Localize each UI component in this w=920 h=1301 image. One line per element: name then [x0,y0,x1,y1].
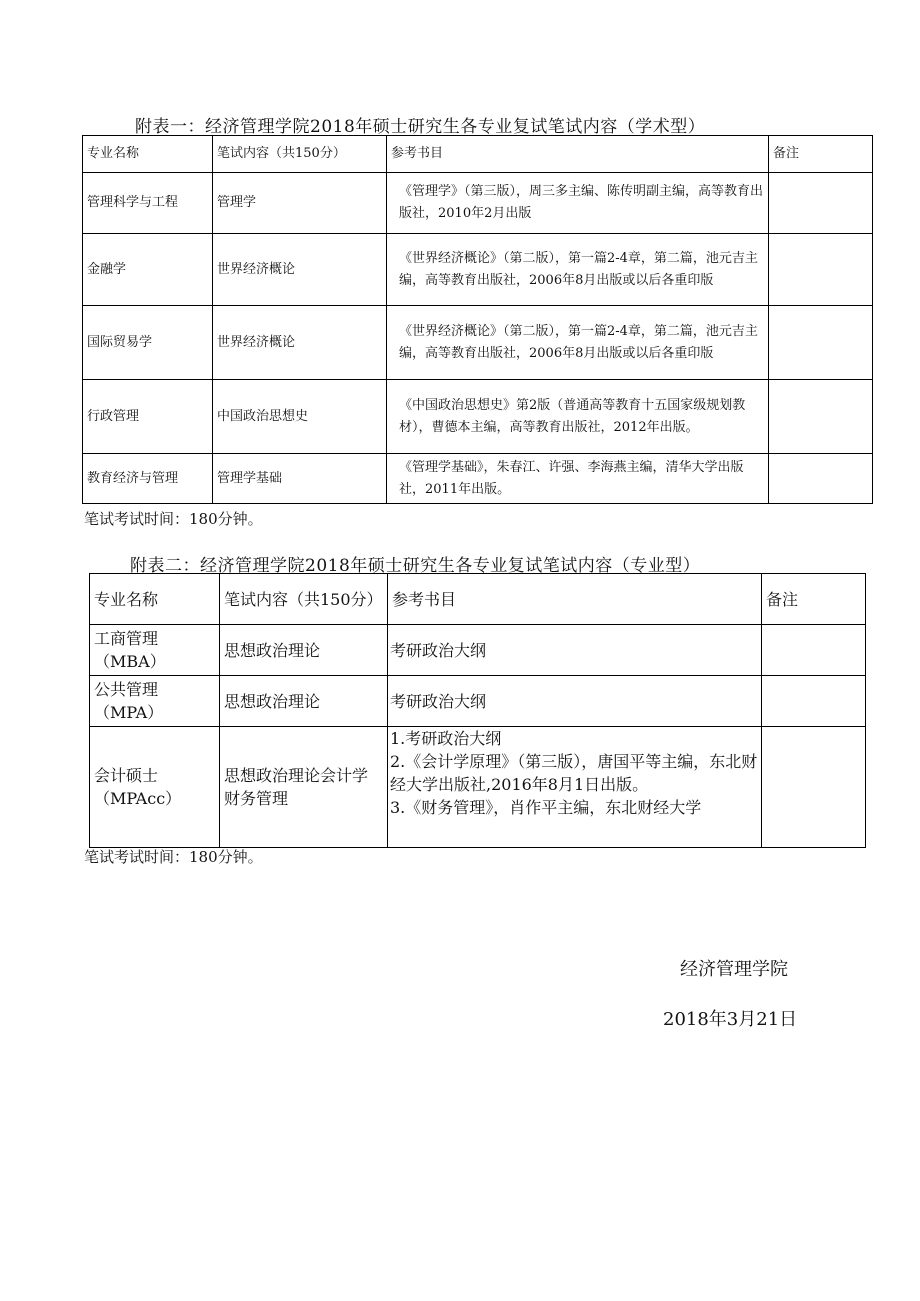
note-cell [769,173,873,234]
table-row [83,173,873,234]
exam-cell: 管理学基础 [213,454,387,504]
note-cell [762,625,866,676]
exam-cell: 思想政治理论 [220,676,388,727]
note-cell [762,676,866,727]
note-cell [762,727,866,848]
ref-cell: 《世界经济概论》（第二版），第一篇2-4章，第二篇，池元吉主编，高等教育出版社，2006年8月出版或以后各重印版 [387,306,769,380]
exam-cell: 思想政治理论会计学财务管理 [220,727,388,848]
ref-cell: 《世界经济概论》（第二版），第一篇2-4章，第二篇，池元吉主编，高等教育出版社，2006年8月出版或以后各重印版 [387,234,769,306]
table1-header-row [83,136,873,173]
exam-cell: 世界经济概论 [213,234,387,306]
table-row [83,380,873,454]
ref-cell: 《管理学》（第三版），周三多主编、陈传明副主编，高等教育出版社，2010年2月出版 [387,173,769,234]
table1-title: 附表一：经济管理学院2018年硕士研究生各专业复试笔试内容（学术型） [135,117,706,137]
signature-org: 经济管理学院 [680,959,788,980]
table2-exam-time: 笔试考试时间：180分钟。 [84,848,263,866]
major-cell: 教育经济与管理 [83,454,213,504]
ref-cell: 考研政治大纲 [388,676,762,727]
table-row [90,727,866,848]
table1-header-exam: 笔试内容（共150分） [213,136,387,173]
major-cell: 公共管理（MPA） [90,676,220,727]
major-cell: 工商管理（MBA） [90,625,220,676]
table-row [83,234,873,306]
ref-line: 3.《财务管理》，肖作平主编，东北财经大学 [390,798,702,817]
table1-header-major: 专业名称 [83,136,213,173]
ref-cell: 考研政治大纲 [388,625,762,676]
table-row [90,625,866,676]
table1-header-note: 备注 [769,136,873,173]
table1 [82,135,873,504]
table2-header-exam: 笔试内容（共150分） [220,574,388,625]
exam-cell: 中国政治思想史 [213,380,387,454]
ref-line: 2.《会计学原理》（第三版），唐国平等主编，东北财经大学出版社,2016年8月1日出版。 [390,752,758,794]
major-cell: 行政管理 [83,380,213,454]
note-cell [769,234,873,306]
table-row [83,454,873,504]
table-row [83,306,873,380]
major-cell: 管理科学与工程 [83,173,213,234]
table2-header-row [90,574,866,625]
ref-cell: 《管理学基础》，朱春江、许强、李海燕主编，清华大学出版社，2011年出版。 [387,454,769,504]
ref-cell: 《中国政治思想史》第2版（普通高等教育十五国家级规划教材），曹德本主编，高等教育出版社，2012年出版。 [387,380,769,454]
table2 [89,573,866,848]
exam-cell: 思想政治理论 [220,625,388,676]
major-cell: 会计硕士（MPAcc） [90,727,220,848]
table-row [90,676,866,727]
major-cell: 国际贸易学 [83,306,213,380]
table2-title: 附表二：经济管理学院2018年硕士研究生各专业复试笔试内容（专业型） [130,556,701,576]
ref-line: 1.考研政治大纲 [390,729,502,748]
note-cell [769,306,873,380]
table2-header-major: 专业名称 [90,574,220,625]
note-cell [769,454,873,504]
exam-cell: 管理学 [213,173,387,234]
table2-header-ref: 参考书目 [388,574,762,625]
table1-exam-time: 笔试考试时间：180分钟。 [84,510,263,528]
exam-cell: 世界经济概论 [213,306,387,380]
ref-cell [388,727,762,848]
major-cell: 金融学 [83,234,213,306]
note-cell [769,380,873,454]
table1-header-ref: 参考书目 [387,136,769,173]
signature-date: 2018年3月21日 [663,1009,798,1030]
table2-header-note: 备注 [762,574,866,625]
